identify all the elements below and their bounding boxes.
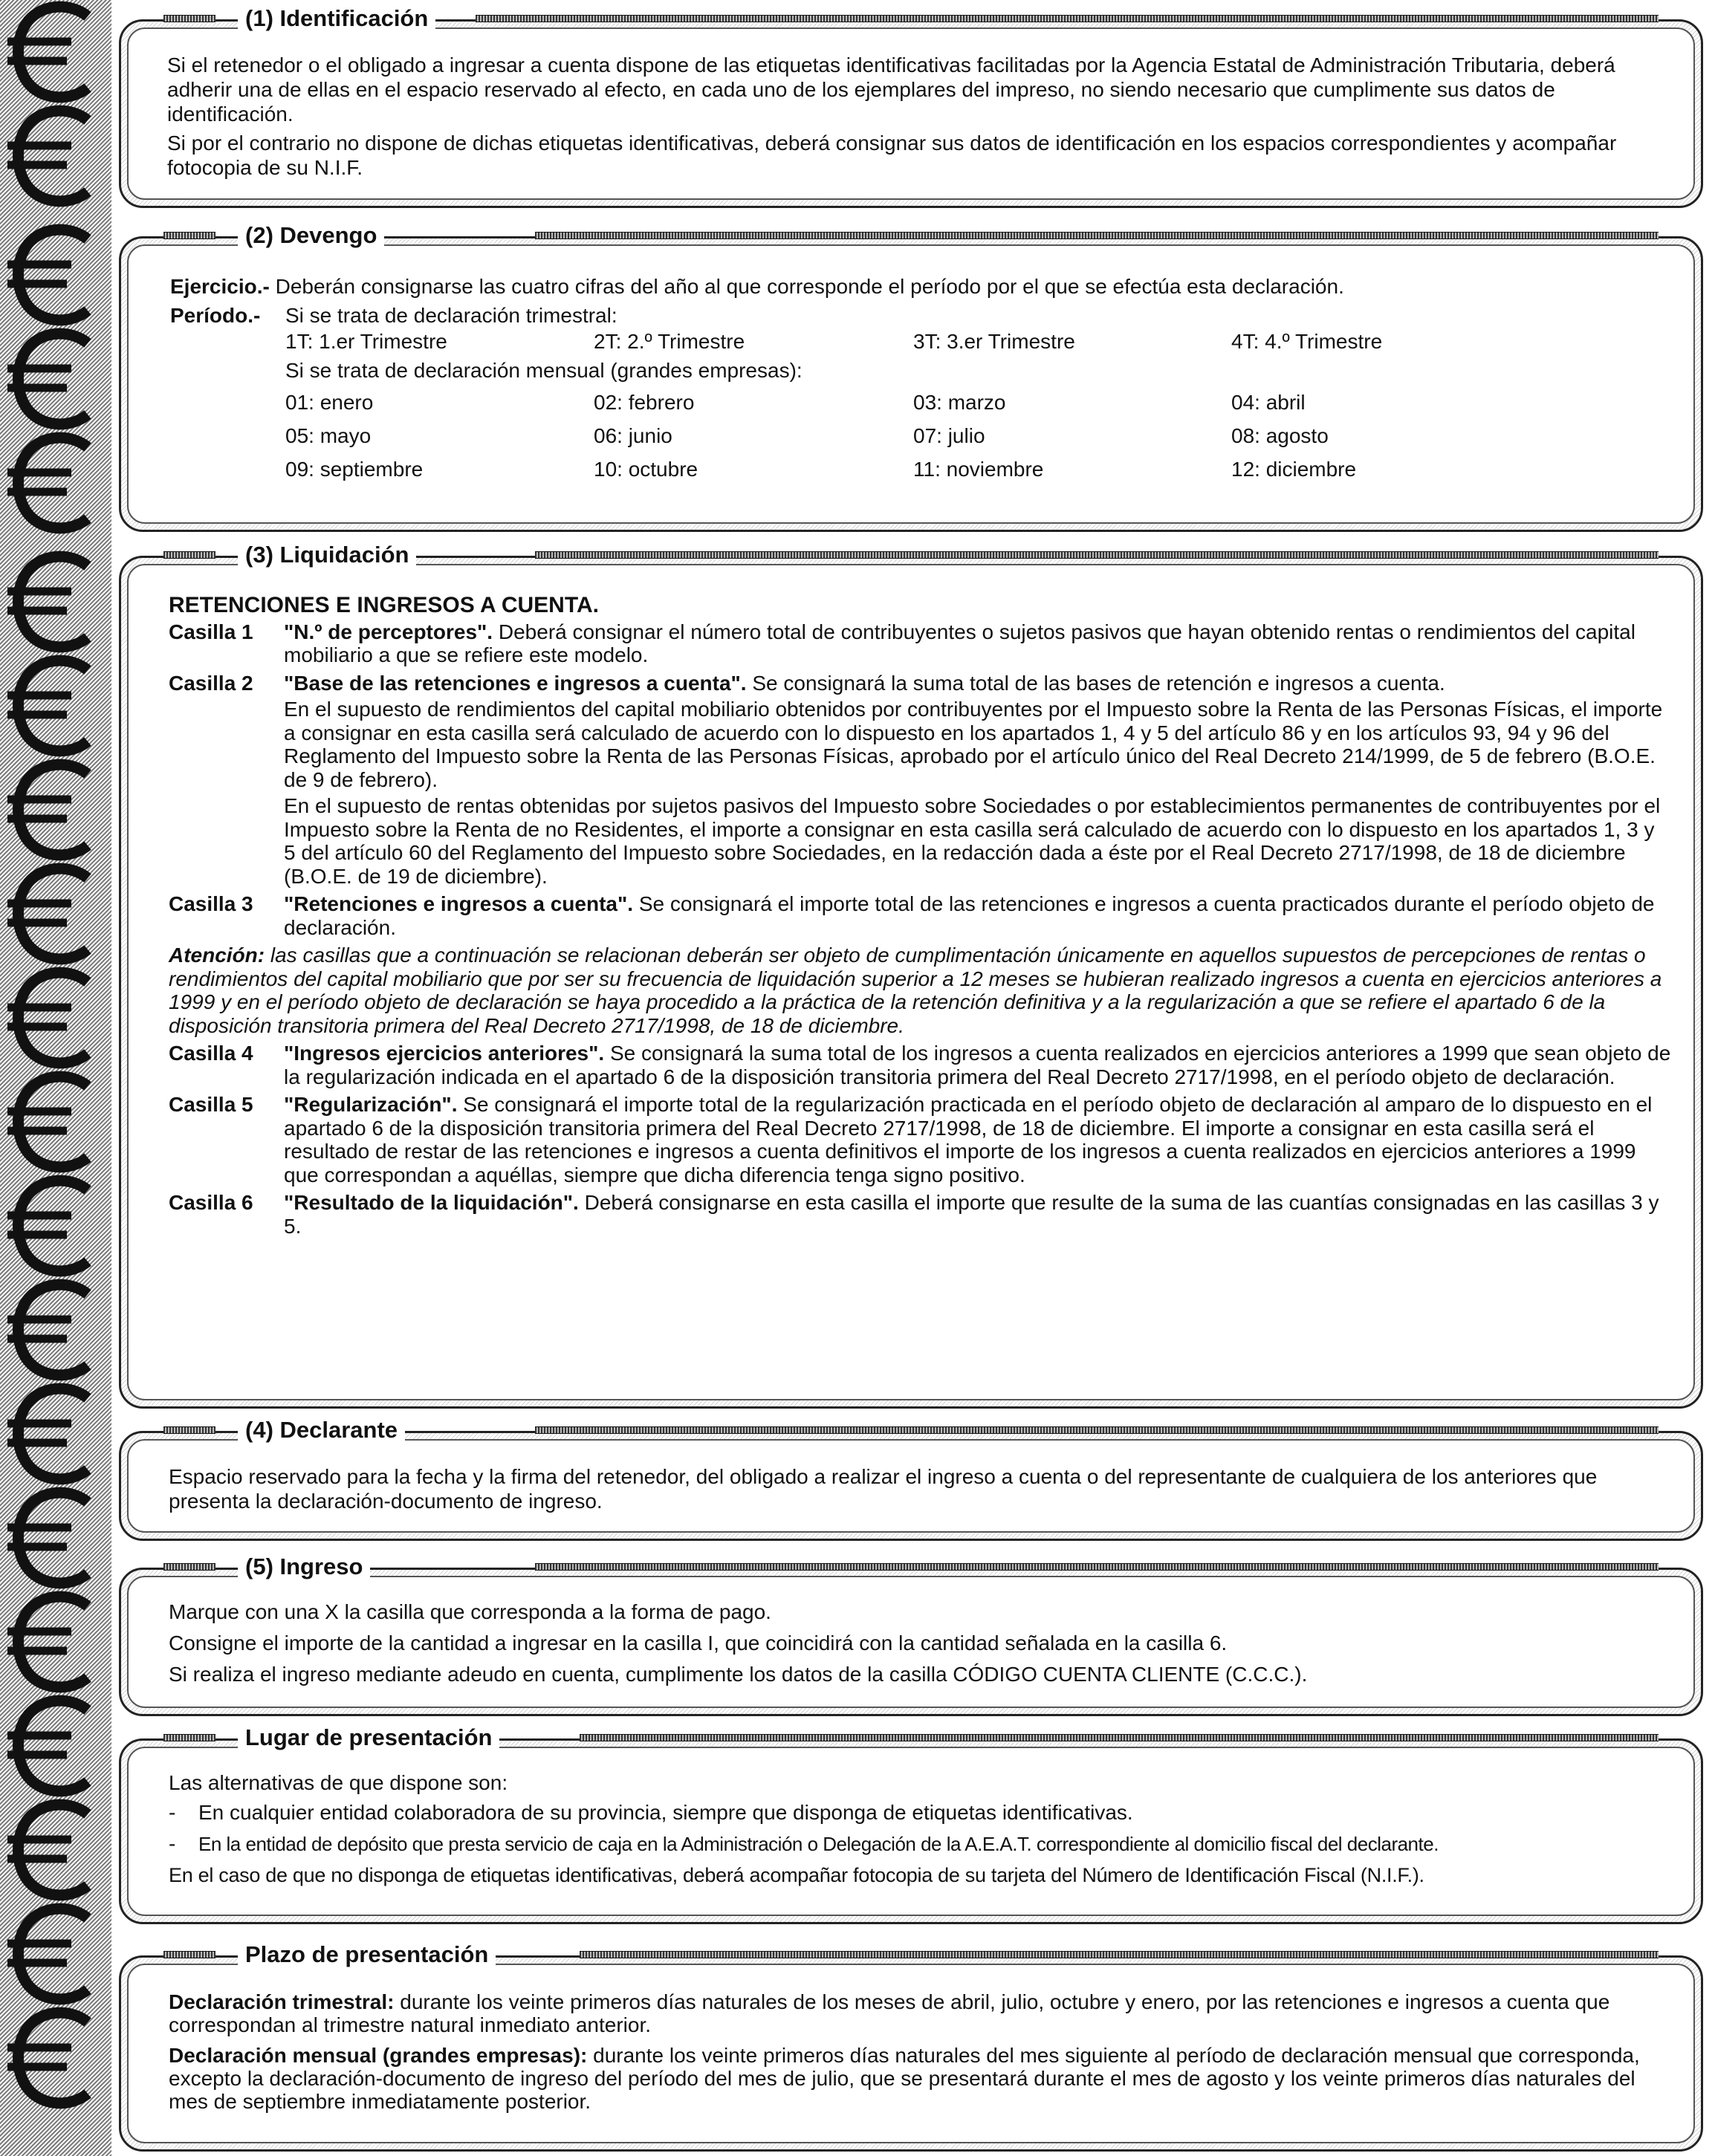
declarante-p1: Espacio reservado para la fecha y la firma del retenedor, del obligado a realizar el ingreso a cuenta o del representante de cualquiera de los anteriores que presenta la declaración-documento de ingreso. xyxy=(169,1465,1598,1513)
section-title: (4) Declarante xyxy=(238,1415,405,1446)
section-declarante xyxy=(119,1415,1703,1541)
mes-item: 03: marzo xyxy=(913,391,1006,414)
mes-item: 05: mayo xyxy=(285,424,372,447)
casilla-name: "Retenciones e ingresos a cuenta". xyxy=(284,892,634,915)
euro-pattern-strip xyxy=(0,0,111,2156)
casilla-name: "Ingresos ejercicios anteriores". xyxy=(284,1042,605,1065)
casilla-name: "N.º de perceptores". xyxy=(284,620,493,643)
section-title: (5) Ingreso xyxy=(238,1551,370,1582)
atencion-note xyxy=(169,944,1671,1037)
liquidacion-heading: RETENCIONES E INGRESOS A CUENTA. xyxy=(169,593,599,617)
plazo-text: durante los veinte primeros días naturales de los meses de abril, julio, octubre y enero, por las retenciones e ingresos a cuenta que correspondan al trimestre natural inmediato anterior. xyxy=(169,1990,1610,2036)
casilla-text: Se consignará la suma total de los ingresos a cuenta realizados en ejercicios anteriores a 1999 que sean objeto de la regularización indicada en el apartado 6 de la disposición transitoria primera del Real Decreto 2717/1998, en el período objeto de declaración. xyxy=(284,1042,1671,1088)
mes-item: 06: junio xyxy=(594,424,672,447)
section-title: Lugar de presentación xyxy=(238,1722,499,1753)
casilla-6 xyxy=(169,1191,1671,1238)
mes-item: 09: septiembre xyxy=(285,458,424,481)
casilla-4 xyxy=(169,1042,1671,1088)
section-header xyxy=(119,3,1703,36)
section-header xyxy=(119,1939,1703,1972)
lugar-item xyxy=(169,1830,1671,1858)
bullet-dash: - xyxy=(169,1801,176,1824)
section-title: (2) Devengo xyxy=(238,220,384,251)
plazo-text: durante los veinte primeros días naturales del mes siguiente al período de declaración mensual que corresponda, excepto la declaración-documento de ingreso del período del mes de julio, que se presentará durante el mes de agosto y los veinte primeros días naturales del mes de septiembre inmediatamente posterior. xyxy=(169,2044,1640,2113)
mes-item: 11: noviembre xyxy=(913,458,1044,481)
mes-item: 12: diciembre xyxy=(1231,458,1357,481)
casilla-name: "Regularización". xyxy=(284,1093,458,1116)
ingreso-p3: Si realiza el ingreso mediante adeudo en cuenta, cumplimente los datos de la casilla CÓDIGO CUENTA CLIENTE (C.C.C.). xyxy=(169,1663,1308,1686)
casilla-text: Deberá consignar el número total de contribuyentes o sujetos pasivos que hayan obtenido rentas o rendimientos del capital mobiliario a que se refiere este modelo. xyxy=(284,620,1635,666)
section-identificacion xyxy=(119,3,1703,208)
casilla-name: "Resultado de la liquidación". xyxy=(284,1191,579,1214)
meses-grid xyxy=(285,390,1671,481)
periodo-label: Período.- xyxy=(170,304,261,327)
mes-item: 08: agosto xyxy=(1231,424,1329,447)
lugar-item xyxy=(169,1799,1671,1827)
casilla-1 xyxy=(169,620,1671,667)
periodo-text: Si se trata de declaración trimestral: xyxy=(285,304,617,327)
section-title: (1) Identificación xyxy=(238,3,435,34)
casilla-label: Casilla 4 xyxy=(169,1042,253,1065)
section-liquidacion xyxy=(119,539,1703,1409)
casilla-text: Se consignará el importe total de la regularización practicada en el período objeto de declaración al amparo de lo dispuesto en el apartado 6 de la disposición transitoria primera del Real Decreto 2717/1998, de 18 de diciembre. El importe a consignar en esta casilla será el resultado de restar de las retenciones e ingresos a cuenta definitivos el importe de los ingresos a cuenta realizados en ejercicios anteriores a 1999 que correspondan a aquéllas, siempre que dicha diferencia tenga signo positivo. xyxy=(284,1093,1653,1186)
mes-item: 02: febrero xyxy=(594,391,695,414)
trimestre-item: 4T: 4.º Trimestre xyxy=(1231,330,1383,353)
plazo-label: Declaración trimestral: xyxy=(169,1990,395,2013)
trimestre-item: 3T: 3.er Trimestre xyxy=(913,330,1075,353)
casilla-label: Casilla 1 xyxy=(169,620,253,643)
ejercicio-row xyxy=(170,274,1671,299)
casilla-3 xyxy=(169,892,1671,939)
casilla-text: Se consignará la suma total de las bases de retención e ingresos a cuenta. xyxy=(752,671,1445,695)
section-title: Plazo de presentación xyxy=(238,1939,496,1970)
casilla-2 xyxy=(169,672,1671,889)
trimestre-item: 1T: 1.er Trimestre xyxy=(285,330,447,353)
casilla-text: Deberá consignarse en esta casilla el importe que resulte de la suma de las cuantías consignadas en las casillas 3 y 5. xyxy=(284,1191,1659,1238)
section-plazo-presentacion xyxy=(119,1939,1703,2152)
bullet-dash: - xyxy=(169,1832,175,1855)
casilla-5 xyxy=(169,1093,1671,1186)
section-title: (3) Liquidación xyxy=(238,539,416,571)
lugar-item-text: En la entidad de depósito que presta servicio de caja en la Administración o Delegación de la A.E.A.T. correspondiente al domicilio fiscal del declarante. xyxy=(198,1833,1439,1855)
mensual-text: Si se trata de declaración mensual (grandes empresas): xyxy=(285,359,803,382)
euro-icon xyxy=(0,0,111,2156)
plazo-label: Declaración mensual (grandes empresas): xyxy=(169,2044,588,2067)
plazo-trimestral xyxy=(169,1990,1671,2036)
lugar-item-text: En cualquier entidad colaboradora de su provincia, siempre que disponga de etiquetas identificativas. xyxy=(198,1801,1133,1824)
mes-item: 07: julio xyxy=(913,424,985,447)
trimestre-item: 2T: 2.º Trimestre xyxy=(594,330,745,353)
lugar-p2: En el caso de que no disponga de etiquetas identificativas, deberá acompañar fotocopia de su tarjeta del Número de Identificación Fiscal (N.I.F.). xyxy=(169,1864,1424,1886)
casilla-text: Se consignará el importe total de las retenciones e ingresos a cuenta practicados durante el período objeto de declaración. xyxy=(284,892,1655,939)
section-lugar-presentacion xyxy=(119,1722,1703,1924)
atencion-text: las casillas que a continuación se relacionan deberán ser objeto de cumplimentación únicamente en aquellos supuestos de percepciones de rentas o rendimientos del capital mobiliario que por ser su frecuencia de liquidación superior a 12 meses se hubieran realizado ingresos a cuenta en ejercicios anteriores a 1999 y en el período objeto de declaración se haya procedido a la práctica de la retención definitiva y a la regularización a que se refiere el apartado 6 de la disposición transitoria primera del Real Decreto 2717/1998, de 18 de diciembre. xyxy=(169,944,1662,1037)
mes-item: 10: octubre xyxy=(594,458,698,481)
section-header xyxy=(119,1415,1703,1447)
casilla-label: Casilla 3 xyxy=(169,892,253,915)
casilla-label: Casilla 6 xyxy=(169,1191,253,1214)
plazo-mensual xyxy=(169,2044,1671,2113)
mes-item: 01: enero xyxy=(285,391,374,414)
ejercicio-label: Ejercicio.- xyxy=(170,275,270,298)
casilla-2-paragraph: En el supuesto de rendimientos del capital mobiliario obtenidos por contribuyentes por el Impuesto sobre la Renta de las Personas Físicas, el importe a consignar en esta casilla será calculado de acuerdo con lo dispuesto en los apartados 1, 4 y 5 del artículo 86 y en los artículos 93, 94 y 96 del Reglamento del Impuesto sobre la Renta de las Personas Físicas, aprobado por el artículo único del Real Decreto 214/1999, de 5 de febrero (B.O.E. de 9 de febrero). xyxy=(284,698,1663,791)
casilla-name: "Base de las retenciones e ingresos a cuenta". xyxy=(284,671,747,695)
lugar-p1: Las alternativas de que dispone son: xyxy=(169,1771,508,1794)
section-header xyxy=(119,220,1703,253)
casilla-label: Casilla 5 xyxy=(169,1093,253,1116)
atencion-label: Atención: xyxy=(169,944,265,967)
section-header xyxy=(119,1722,1703,1755)
section-header xyxy=(119,1551,1703,1584)
ingreso-p2: Consigne el importe de la cantidad a ingresar en la casilla I, que coincidirá con la cantidad señalada en la casilla 6. xyxy=(169,1631,1228,1655)
identificacion-p2: Si por el contrario no dispone de dichas etiquetas identificativas, deberá consignar sus datos de identificación en los espacios correspondientes y acompañar fotocopia de su N.I.F. xyxy=(167,131,1617,179)
casilla-2-paragraph: En el supuesto de rentas obtenidas por sujetos pasivos del Impuesto sobre Sociedades o por establecimientos permanentes de contribuyentes por el Impuesto sobre la Renta de no Residentes, el importe a consignar en esta casilla será calculado de acuerdo con lo dispuesto en los apartados 1, 3 y 5 del artículo 60 del Reglamento del Impuesto sobre Sociedades, en la redacción dada a éste por el Real Decreto 2717/1998, de 18 de diciembre (B.O.E. de 19 de diciembre). xyxy=(284,794,1661,888)
mes-item: 04: abril xyxy=(1231,391,1306,414)
periodo-row xyxy=(170,303,1671,328)
section-ingreso xyxy=(119,1551,1703,1716)
section-devengo xyxy=(119,220,1703,532)
casilla-label: Casilla 2 xyxy=(169,671,253,695)
ingreso-p1: Marque con una X la casilla que corresponda a la forma de pago. xyxy=(169,1600,771,1623)
identificacion-p1: Si el retenedor o el obligado a ingresar a cuenta dispone de las etiquetas identificativas facilitadas por la Agencia Estatal de Administración Tributaria, deberá adherir una de ellas en el espacio reservado al efecto, en cada uno de los ejemplares del impreso, no siendo necesario que cumplimente sus datos de identificación. xyxy=(167,53,1615,126)
section-header xyxy=(119,539,1703,572)
trimestres-grid xyxy=(285,329,1671,354)
ejercicio-text: Deberán consignarse las cuatro cifras del año al que corresponde el período por el que se efectúa esta declaración. xyxy=(275,275,1344,298)
